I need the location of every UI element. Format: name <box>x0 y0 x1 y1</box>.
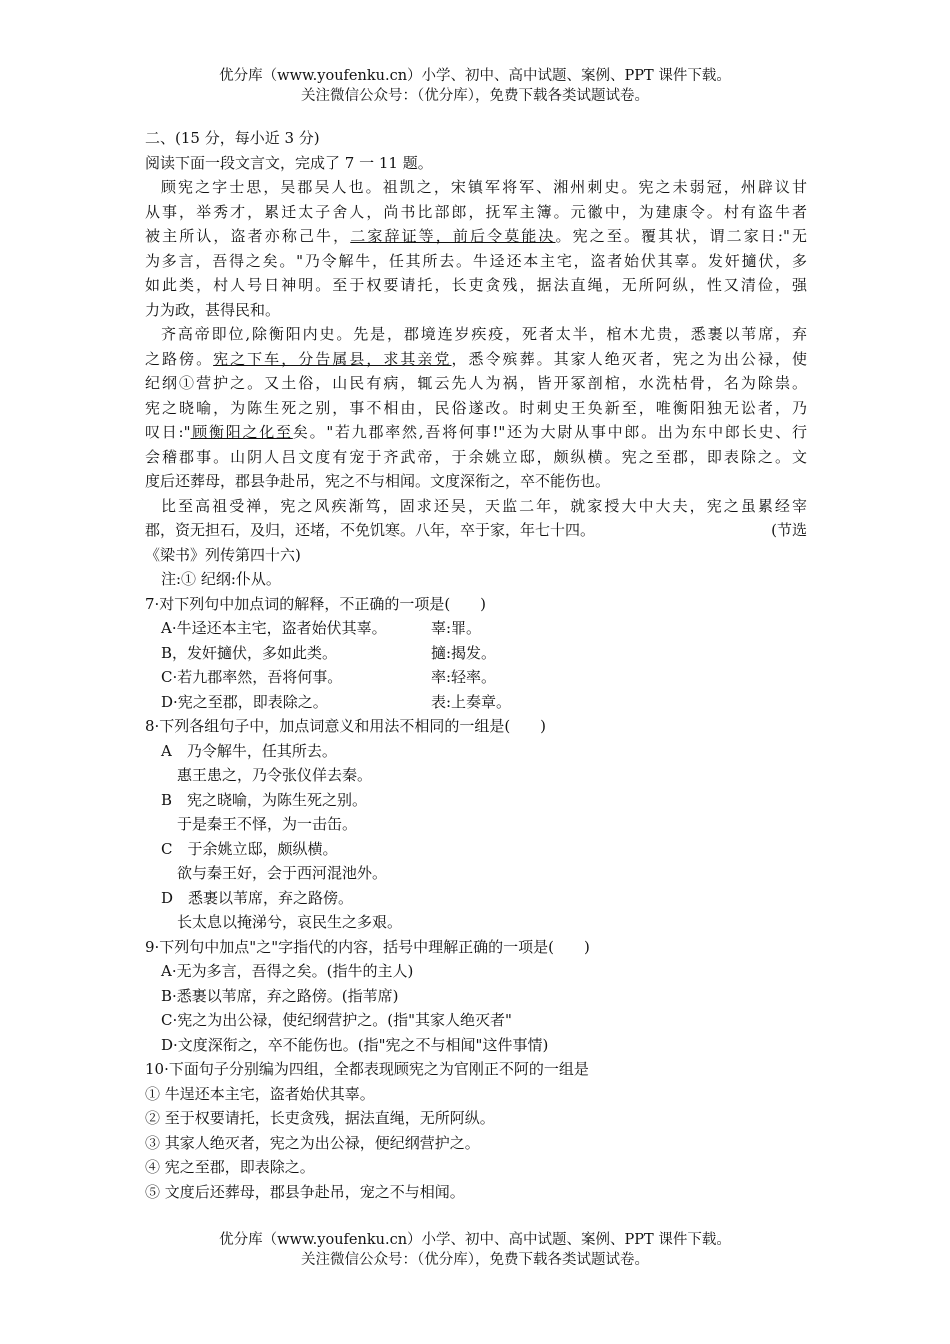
passage-line: 叹日:"顾衡阳之化至矣。"若九郡率然,吾将何事!"还为大尉从事中郎。出为东中郎长史、行 <box>145 423 807 441</box>
question-stem: 10·下面句子分别编为四组，全都表现顾宪之为官刚正不阿的一组是 <box>145 1060 589 1078</box>
question-8 <box>145 714 807 935</box>
option-d-1: D 悉裹以苇席，弃之路傍。 <box>161 888 354 907</box>
option-a-1: A 乃令解牛，任其所去。 <box>161 741 337 760</box>
passage-line: 为多言，吾得之矣。"乃令解牛，任其所去。牛迳还本主宅，盗者始伏其辜。发奸擿伏，多 <box>145 251 807 270</box>
passage-line: 会稽郡事。山阴人吕文度有宠于齐武帝，于余姚立邸，颇纵横。宪之至郡，即表除之。文 <box>145 447 807 466</box>
source-citation: (节选 <box>771 521 807 539</box>
page-footer <box>0 1230 950 1270</box>
passage-line: 度后还葬母，郡县争赴吊，宪之不与相闻。文度深衔之，卒不能伤也。 <box>145 472 611 490</box>
section-title: 二、(15 分，每小近 3 分) <box>145 129 320 147</box>
source-citation-cont: 《梁书》列传第四十六) <box>145 545 301 564</box>
option-b: B，发奸擿伏，多如此类。 擿:揭发。 <box>161 643 497 662</box>
item-5: ⑤ 文度后还葬母，郡县争赴吊，宠之不与相闻。 <box>145 1182 465 1201</box>
item-3: ③ 其家人绝灭者，宪之为出公禄，便纪纲营护之。 <box>145 1133 480 1152</box>
underlined-sentence-3: 顾衡阳之化至 <box>190 423 293 441</box>
question-stem: 7·对下列句中加点词的解释，不正确的一项是( ) <box>145 594 487 613</box>
option-a: A·牛迳还本主宅，盗者始伏其辜。 辜:罪。 <box>161 619 482 637</box>
document-body <box>145 126 807 1204</box>
passage <box>145 175 807 592</box>
option-a-2: 惠王患之，乃令张仪佯去秦。 <box>177 766 373 784</box>
question-stem: 9·下列句中加点"之"字指代的内容，括号中理解正确的一项是( ) <box>145 937 590 956</box>
passage-line: 从事，举秀才，累迁太子舍人，尚书比部郎，抚军主簿。元徽中，为建康令。村有盗牛者 <box>145 202 807 221</box>
question-10 <box>145 1057 807 1204</box>
footer-line-1: 优分库（www.youfenku.cn）小学、初中、高中试题、案例、PPT 课件下载。 <box>219 1232 731 1248</box>
question-7 <box>145 592 807 715</box>
footnote: 注:① 纪纲:仆从。 <box>161 570 281 588</box>
passage-line: 宪之晓喻，为陈生死之别，事不相由，民俗遂改。时刺史王奂新至，唯衡阳独无讼者，乃 <box>145 398 807 417</box>
footer-line-2: 关注微信公众号：（优分库），免费下载各类试题试卷。 <box>301 1252 649 1268</box>
underlined-sentence-1: 二家辞证等，前后令莫能决 <box>350 227 556 245</box>
option-c-1: C 于余姚立邸，颇纵横。 <box>161 839 338 858</box>
passage-line: 力为政，甚得民和。 <box>145 300 281 319</box>
option-c: C·宪之为出公禄，使纪纲营护之。(指"其家人绝灭者" <box>161 1011 512 1029</box>
option-d: D·文度深衔之，卒不能伤也。(指"宪之不与相闻"这件事情) <box>161 1035 549 1054</box>
header-line-2: 关注微信公众号：（优分库），免费下载各类试题试卷。 <box>301 88 649 104</box>
passage-line: 之路傍。宪之下车，分告属县，求其亲党，悉令殡葬。其家人绝灭者，宪之为出公禄，使 <box>145 349 807 368</box>
passage-line: 如此类，村人号日神明。至于权要请托，长吏贪残，据法直绳，无所阿纵，性又清俭，强 <box>145 276 807 294</box>
page-header <box>0 66 950 106</box>
section-instruction: 阅读下面一段文言文，完成了 7 一 11 题。 <box>145 153 433 172</box>
header-line-1: 优分库（www.youfenku.cn）小学、初中、高中试题、案例、PPT 课件下载。 <box>219 68 731 84</box>
option-c-2: 欲与秦王好，会于西河混池外。 <box>177 864 388 882</box>
passage-line: 纪纲①营护之。又土俗，山民有病，辄云先人为祸，皆开冢剖棺，水洗枯骨，名为除祟。 <box>145 374 807 392</box>
option-a: A·无为多言，吾得之矣。(指牛的主人) <box>161 962 414 980</box>
option-d: D·宪之至郡，即表除之。 表:上奏章。 <box>161 692 512 711</box>
option-b-2: 于是秦王不怿，为一击缶。 <box>177 815 358 833</box>
passage-line: 被主所认，盗者亦称己牛，二家辞证等，前后令莫能决。宪之至。覆其状，谓二家日:"无 <box>145 227 807 245</box>
item-2: ② 至于权要请托，长吏贪残，据法直绳，无所阿纵。 <box>145 1109 495 1127</box>
question-9 <box>145 935 807 1058</box>
option-b: B·悉裹以苇席，弃之路傍。(指苇席) <box>161 986 399 1005</box>
underlined-sentence-2: 宪之下车，分告属县，求其亲党 <box>213 349 452 368</box>
item-4: ④ 宪之至郡，即表除之。 <box>145 1158 315 1176</box>
passage-line: 比至高祖受禅，宪之风疾渐笃，固求还吴，天监二年，就家授大中大夫，宪之虽累经宰 <box>161 496 807 515</box>
passage-line: 顾宪之字士思，吴郡吴人也。祖凯之，宋镇军将军、湘州刺史。宪之未弱冠，州辟议甘 <box>161 178 807 196</box>
passage-line: 郡，资无担石，及归，还堵，不免饥寒。八年，卒于家，年七十四。 (节选 <box>145 518 807 543</box>
option-c: C·若九郡率然，吾将何事。 率:轻率。 <box>161 668 497 686</box>
item-1: ① 牛逞还本主宅，盗者始伏其辜。 <box>145 1084 375 1103</box>
option-d-2: 长太息以掩涕兮，哀民生之多艰。 <box>177 913 403 931</box>
question-stem: 8·下列各组句子中，加点词意义和用法不相同的一组是( ) <box>145 717 547 735</box>
option-b-1: B 宪之晓喻，为陈生死之别。 <box>161 790 368 809</box>
passage-line: 齐高帝即位,除衡阳内史。先是，郡境连岁疾疫，死者太半，棺木尤贵，悉裹以苇席，弃 <box>161 325 807 343</box>
